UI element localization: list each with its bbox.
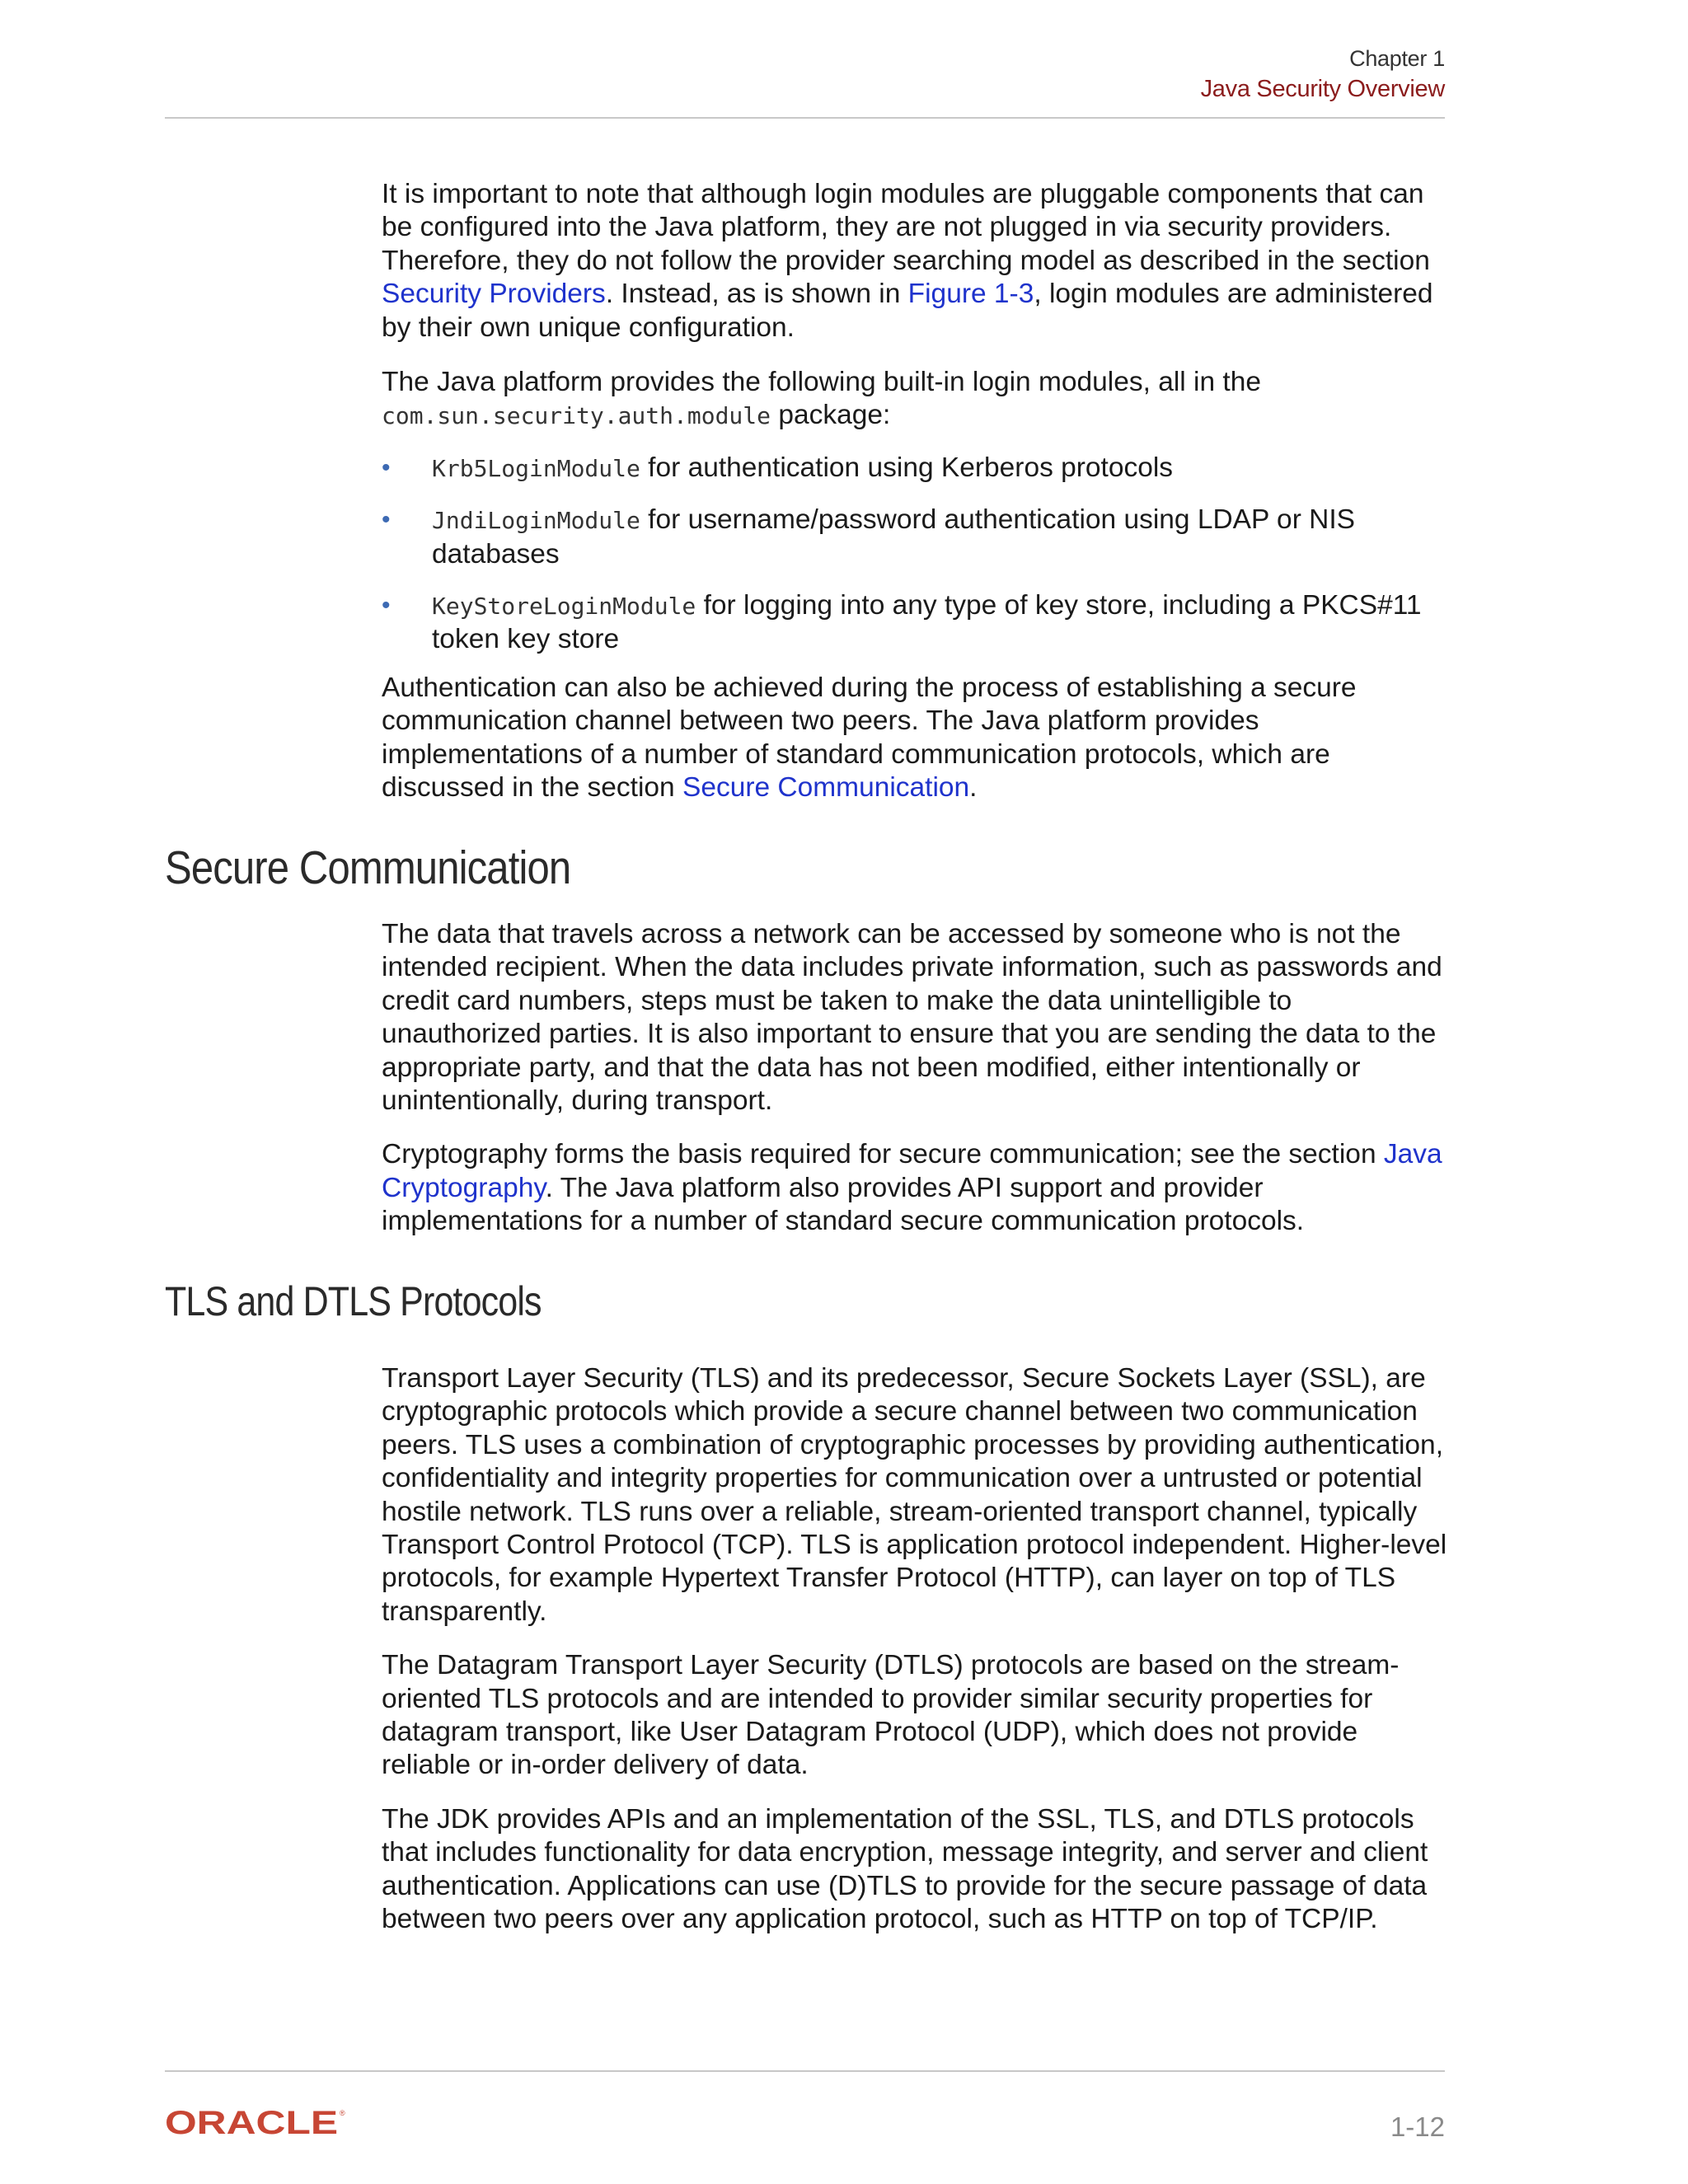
package-name-code: com.sun.security.auth.module [382, 402, 771, 430]
list-item: • KeyStoreLoginModule for logging into any type of key store, including a PKCS#11 token key store [382, 590, 1422, 655]
tls-paragraph-1: Transport Layer Security (TLS) and its predecessor, Secure Sockets Layer (SSL), are cryptographic protocols which provide a secure channel between two communication peers. TLS uses a combination of cryptographic processes by providing authentication, confidentiality and integrity properties for communication over a untrusted or potential hostile network. TLS runs over a reliable, stream-oriented transport channel, typically Transport Control Protocol (TCP). TLS is application protocol independent. Higher-level protocols, for example Hypertext Transfer Protocol (HTTP), can layer on top of TLS transparently. [382, 1363, 1447, 1627]
list-item: • Krb5LoginModule for authentication using Kerberos protocols [382, 452, 1449, 485]
running-header [1201, 45, 1445, 105]
tls-paragraph-3: The JDK provides APIs and an implementation of the SSL, TLS, and DTLS protocols that includes functionality for data encryption, message integrity, and server and client authentication. Applications can use (D)TLS to provide for the secure passage of data between two peers over any application protocol, such as HTTP on top of TCP/IP. [382, 1803, 1428, 1935]
secure-comm-paragraph-2: Cryptography forms the basis required for secure communication; see the section Java Cryptography. The Java platform also provides API support and provider implementations for a number of standard secure communication protocols. [382, 1139, 1442, 1237]
chapter-title: Java Security Overview [1200, 76, 1445, 102]
login-modules-list [382, 452, 1449, 657]
intro-paragraph-2: The Java platform provides the following built-in login modules, all in the com.sun.security.auth.module package: [382, 367, 1261, 431]
page-number: 1-12 [1390, 2111, 1445, 2142]
java-cryptography-link[interactable]: Java Cryptography [382, 1139, 1442, 1203]
security-providers-link[interactable]: Security Providers [382, 279, 606, 310]
secure-comm-paragraph-1: The data that travels across a network can be accessed by someone who is not the intended recipient. When the data includes private information, such as passwords and credit card numbers, steps must be taken to make the data unintelligible to unauthorized parties. It is also important to ensure that you are sending the data to the appropriate party, and that the data has not been modified, either intentionally or unintentionally, during transport. [382, 919, 1442, 1117]
list-item: • JndiLoginModule for username/password authentication using LDAP or NIS databases [382, 504, 1355, 569]
header-divider [165, 117, 1445, 119]
tls-paragraph-2: The Datagram Transport Layer Security (DTLS) protocols are based on the stream-oriented TLS protocols and are intended to provider similar security properties for datagram transport, like User Datagram Protocol (UDP), which does not provide reliable or in-order delivery of data. [382, 1650, 1400, 1781]
oracle-logo [165, 2106, 348, 2137]
intro-paragraph-3: Authentication can also be achieved during the process of establishing a secure communication channel between two peers. The Java platform provides implementations of a number of standard communication protocols, which are discussed in the section Secure Communication. [382, 672, 1357, 804]
footer-divider [165, 2070, 1445, 2072]
intro-paragraph-1: It is important to note that although login modules are pluggable components that can be configured into the Java platform, they are not plugged in via security providers. Therefore, they do not follow the provider searching model as described in the section Security Providers. Instead, as is shown in Figure 1-3, login modules are administered by their own unique configuration. [382, 179, 1433, 343]
svg-text:®: ® [340, 2109, 345, 2117]
tls-section [382, 1362, 1449, 1937]
svg-text:ORACLE: ORACLE [165, 2106, 338, 2137]
bullet-icon: • [382, 506, 391, 534]
chapter-label: Chapter 1 [1349, 46, 1445, 71]
bullet-icon: • [382, 453, 391, 481]
section-heading-secure-communication: Secure Communication [165, 841, 571, 894]
secure-communication-section [382, 918, 1449, 1239]
secure-communication-link[interactable]: Secure Communication [682, 772, 970, 804]
bullet-icon: • [382, 592, 391, 620]
intro-section [382, 178, 1449, 805]
section-heading-tls-dtls: TLS and DTLS Protocols [165, 1278, 542, 1324]
figure-1-3-link[interactable]: Figure 1-3 [907, 279, 1034, 310]
